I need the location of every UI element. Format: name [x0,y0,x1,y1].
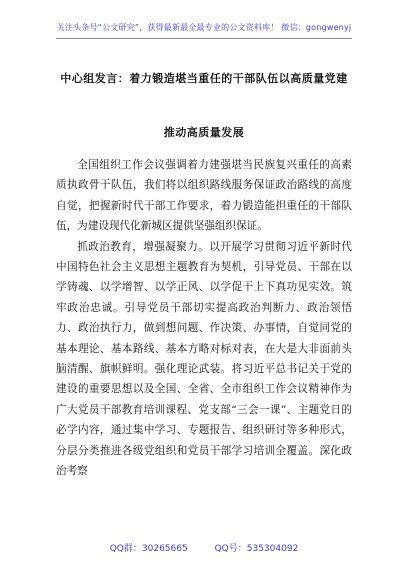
footer-qq-number: QQ号：535304092 [214,544,299,554]
footer-contact [0,541,408,554]
document-body [56,155,352,482]
document-title-line-1: 中心组发言：着力锻造堪当重任的干部队伍以高质量党建 [60,72,348,85]
header-divider [56,38,352,39]
header-banner: 关注头条号“公文研究”，获得最新最全最专业的公文资料库！ 微信：gongwenyj [56,23,352,32]
body-paragraph: 抓政治教育，增强凝聚力。以开展学习贯彻习近平新时代中国特色社会主义思想主题教育为契机，引导党员、干部在以学铸魂、以学增智、以学正风、以学促干上下真功见实效。筑牢政治忠诚。引导党员干部切实提高政治判断力、政治领悟力、政治执行力，做到想问题、作决策、办事情，自觉同党的基本理论、基本路线、基本方略对标对表，在大是大非面前头脑清醒、旗帜鲜明。强化理论武装。将习近平总书记关于党的建设的重要思想以及全国、全省、全市组织工作会议精神作为广大党员干部教育培训课程、党支部“三会一课”、主题党日的必学内容，通过集中学习、专题报告、组织研讨等多种形式，分层分类推进各级党组织和党员干部学习培训全覆盖。深化政治考察 [56,240,352,478]
body-paragraph: 全国组织工作会议强调着力建强堪当民族复兴重任的高素质执政骨干队伍，我们将以组织路线服务保证政治路线的高度自觉，把握新时代干部工作要求，着力锻造能担重任的干部队伍，为建设现代化新城区提供坚强组织保证。 [56,159,352,233]
footer-qq-group: QQ群：30265665 [109,544,188,554]
document-title-line-2: 推动高质量发展 [163,126,245,139]
